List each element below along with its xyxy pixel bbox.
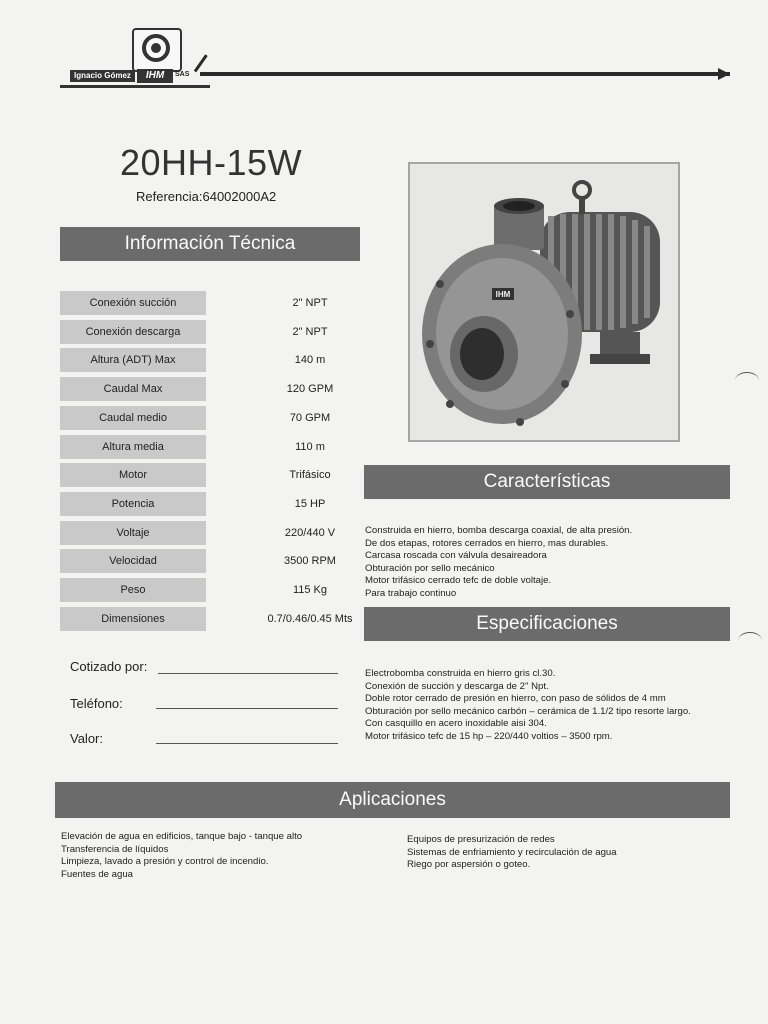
specs-list — [365, 668, 735, 744]
tech-spec-row — [60, 463, 360, 487]
feature-item: De dos etapas, rotores cerrados en hierro, mas durables. — [365, 537, 609, 549]
tech-spec-row — [60, 492, 360, 516]
tech-spec-label: Peso — [60, 578, 206, 602]
tech-spec-value: 220/440 V — [284, 526, 336, 539]
tech-spec-row — [60, 377, 360, 401]
tech-spec-label: Dimensiones — [60, 607, 206, 631]
header-rule-slant — [194, 54, 208, 72]
tech-spec-value: 140 m — [294, 354, 326, 367]
feature-item: Para trabajo continuo — [365, 587, 457, 599]
logo-company-name: Ignacio Gómez — [70, 70, 135, 82]
phone-line[interactable] — [156, 708, 338, 709]
tech-spec-label: Altura media — [60, 435, 206, 459]
specification-item: Motor trifásico tefc de 15 hp – 220/440 voltios – 3500 rpm. — [365, 730, 613, 742]
product-model-title: 20HH-15W — [120, 142, 303, 183]
tech-spec-value: 3500 RPM — [284, 555, 336, 568]
feature-item: Obturación por sello mecánico — [365, 562, 495, 574]
application-item: Sistemas de enfriamiento y recirculación de agua — [407, 846, 617, 858]
tech-spec-value: Trifásico — [289, 469, 331, 482]
tech-spec-label: Caudal Max — [60, 377, 206, 401]
tech-spec-value: 2" NPT — [292, 325, 328, 338]
specification-item: Con casquillo en acero inoxidable aisi 304. — [365, 718, 547, 730]
tech-spec-label: Caudal medio — [60, 406, 206, 430]
pump-illustration — [410, 164, 678, 440]
phone-label: Teléfono: — [70, 696, 123, 711]
applications-header: Aplicaciones — [55, 782, 730, 818]
logo-emblem-icon — [132, 28, 182, 72]
product-photo — [408, 162, 680, 442]
tech-spec-value: 115 Kg — [292, 584, 328, 596]
quoted-by-line[interactable] — [158, 673, 338, 674]
tech-spec-label: Potencia — [60, 492, 206, 516]
margin-mark — [738, 632, 762, 649]
specification-item: Electrobomba construida en hierro gris cl.30. — [365, 668, 556, 679]
logo-brand: IHM — [137, 69, 173, 83]
tech-info-header: Información Técnica — [60, 227, 360, 261]
feature-item: Carcasa roscada con válvula desaireadora — [365, 550, 547, 562]
logo-suffix: SAS — [175, 71, 190, 78]
application-item: Elevación de agua en edificios, tanque bajo - tanque alto — [61, 831, 303, 842]
applications-list-left — [61, 831, 381, 881]
tech-spec-row — [60, 607, 360, 631]
applications-list-right — [407, 834, 727, 872]
tech-spec-label: Velocidad — [60, 549, 206, 573]
tech-spec-value: 70 GPM — [289, 411, 331, 424]
tech-spec-row — [60, 348, 360, 372]
tech-spec-label: Voltaje — [60, 521, 206, 545]
specification-item: Obturación por sello mecánico carbón – cerámica de 1.1/2 tipo resorte largo. — [365, 705, 691, 717]
specification-item: Doble rotor cerrado de presión en hierro, con paso de sólidos de 4 mm — [365, 693, 666, 705]
tech-spec-row — [60, 406, 360, 430]
application-item: Equipos de presurización de redes — [407, 834, 555, 845]
features-header: Características — [364, 465, 730, 499]
application-item: Riego por aspersión o goteo. — [407, 859, 531, 871]
features-list — [365, 525, 735, 601]
product-reference: Referencia:64002000A2 — [136, 189, 277, 204]
feature-item: Construida en hierro, bomba descarga coaxial, de alta presión. — [365, 525, 633, 536]
tech-spec-row — [60, 320, 360, 344]
tech-spec-value: 110 m — [295, 440, 325, 453]
header-arrow-icon — [718, 68, 730, 80]
company-logo — [70, 28, 190, 84]
header-rule-left — [60, 85, 210, 88]
tech-spec-value: 15 HP — [294, 497, 326, 510]
tech-spec-value: 2" NPT — [292, 297, 328, 309]
application-item: Transferencia de líquidos — [61, 843, 169, 855]
tech-spec-row — [60, 549, 360, 573]
tech-spec-value: 120 GPM — [286, 383, 334, 396]
pump-badge: IHM — [495, 290, 511, 299]
value-line[interactable] — [156, 743, 338, 744]
tech-spec-value: 0.7/0.46/0.45 Mts — [267, 612, 353, 625]
tech-spec-row — [60, 291, 360, 315]
tech-spec-row — [60, 435, 360, 459]
quoted-by-label: Cotizado por: — [70, 659, 148, 674]
header-rule — [200, 72, 730, 76]
margin-mark — [735, 372, 759, 389]
value-label: Valor: — [70, 731, 103, 746]
tech-spec-row — [60, 578, 360, 602]
specs-header: Especificaciones — [364, 607, 730, 641]
specification-item: Conexión de succión y descarga de 2" Npt. — [365, 680, 549, 692]
feature-item: Motor trifásico cerrado tefc de doble voltaje. — [365, 575, 552, 587]
tech-spec-row — [60, 521, 360, 545]
tech-spec-label: Motor — [60, 463, 206, 487]
tech-spec-label: Conexión descarga — [60, 320, 206, 344]
tech-spec-label: Altura (ADT) Max — [60, 348, 206, 372]
application-item: Fuentes de agua — [61, 868, 134, 880]
tech-spec-label: Conexión succión — [60, 291, 206, 315]
application-item: Limpieza, lavado a presión y control de incendio. — [61, 856, 269, 868]
